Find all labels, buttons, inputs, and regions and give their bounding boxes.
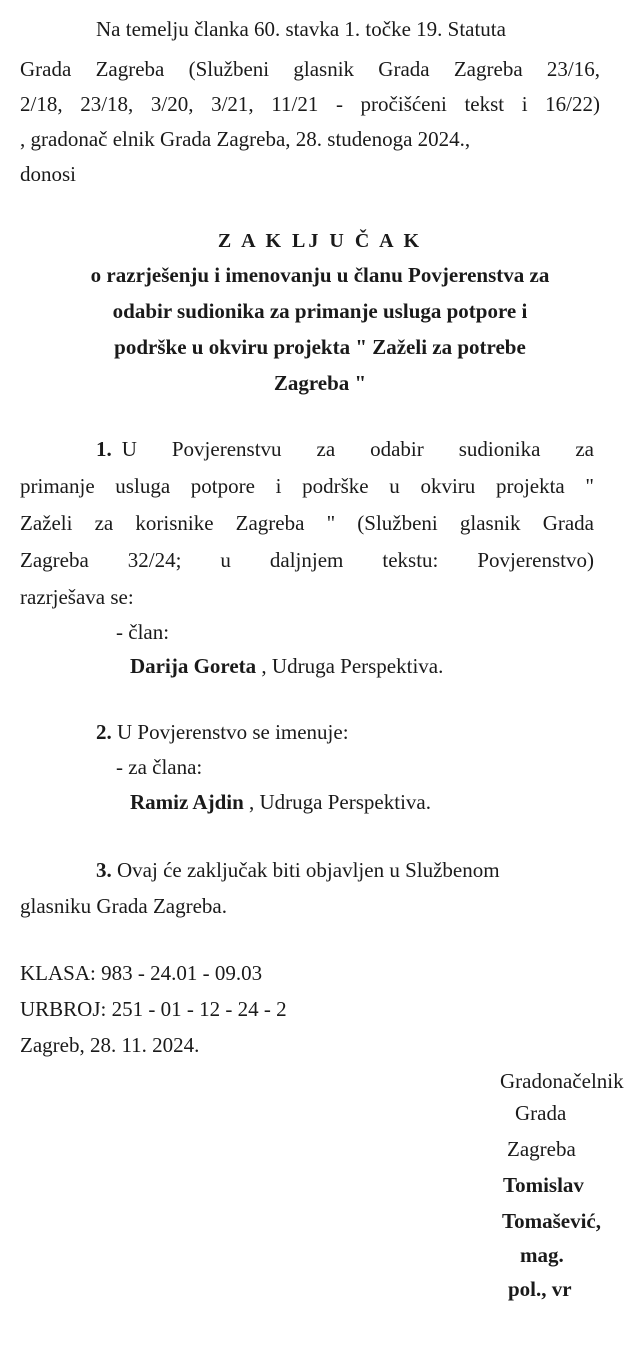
item1-line-3: Zaželi za korisnike Zagreba " (Službeni glasnik Grada — [20, 511, 594, 535]
item2-person-org: , Udruga Perspektiva. — [243, 790, 431, 814]
document-title: Z A K LJ U Č A K — [217, 230, 423, 252]
item3-line-2: glasniku Grada Zagreba. — [20, 894, 227, 918]
subtitle-line-1: o razrješenju i imenovanju u članu Povjerenstva za — [90, 263, 550, 287]
signature-degree-1: mag. — [520, 1243, 564, 1267]
subtitle-line-3: podrške u okviru projekta " Zaželi za potrebe — [114, 335, 526, 359]
intro-line-5: donosi — [20, 162, 77, 186]
item1-number: 1. — [96, 437, 112, 461]
subtitle-line-2: odabir sudionika za primanje usluga potpore i — [112, 299, 528, 323]
item3-text: Ovaj će zaključak biti objavljen u Službenom — [111, 858, 500, 882]
signature-name-2: Tomašević, — [502, 1209, 601, 1233]
signature-degree-2: pol., vr — [508, 1277, 572, 1301]
item2-role: - za člana: — [116, 755, 203, 779]
intro-line-3: 2/18, 23/18, 3/20, 3/21, 11/21 - pročišćeni tekst i 16/22) — [20, 92, 600, 116]
intro-line-4: , gradonač elnik Grada Zagreba, 28. studenoga 2024., — [20, 127, 471, 151]
item1-person-name: Darija Goreta — [130, 654, 257, 678]
urbroj: URBROJ: 251 - 01 - 12 - 24 - 2 — [20, 997, 287, 1021]
place-date: Zagreb, 28. 11. 2024. — [20, 1033, 200, 1057]
signature-name-1: Tomislav — [503, 1173, 584, 1197]
item1-role: - član: — [116, 620, 170, 644]
item1-line-1: U Povjerenstvu za odabir sudionika za — [121, 437, 594, 461]
signature-title-1: Gradonačelnik — [500, 1069, 624, 1093]
item3-number: 3. — [96, 858, 112, 882]
item1-person-org: , Udruga Perspektiva. — [256, 654, 444, 678]
item2-text: U Povjerenstvo se imenuje: — [111, 720, 349, 744]
intro-line-2: Grada Zagreba (Službeni glasnik Grada Zagreba 23/16, — [20, 57, 600, 81]
item2-number: 2. — [96, 720, 112, 744]
item2-person-name: Ramiz Ajdin — [130, 790, 244, 814]
subtitle-line-4: Zagreba " — [273, 371, 367, 395]
signature-title-2: Grada — [515, 1101, 567, 1125]
item1-line-4: Zagreba 32/24; u daljnjem tekstu: Povjerenstvo) — [20, 548, 594, 572]
item1-line-2: primanje usluga potpore i podrške u okviru projekta " — [20, 474, 594, 498]
signature-title-3: Zagreba — [507, 1137, 576, 1161]
intro-line-1: Na temelju članka 60. stavka 1. točke 19. Statuta — [96, 17, 506, 41]
item1-line-5: razrješava se: — [20, 585, 134, 609]
klasa: KLASA: 983 - 24.01 - 09.03 — [20, 961, 263, 985]
